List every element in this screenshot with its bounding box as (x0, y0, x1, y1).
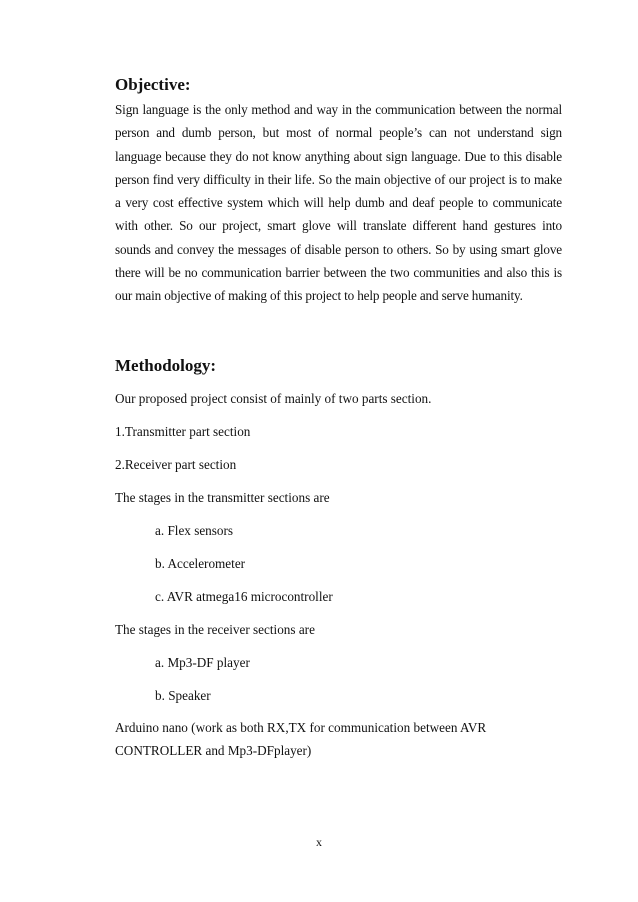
methodology-intro: Our proposed project consist of mainly of two parts section. (115, 390, 432, 406)
page-number: x (316, 835, 322, 849)
receiver-intro: The stages in the receiver sections are (115, 621, 315, 637)
objective-heading: Objective: (115, 75, 191, 94)
page-content (115, 74, 562, 762)
methodology-heading: Methodology: (115, 355, 217, 375)
receiver-stage-item: b. Speaker (155, 687, 211, 703)
transmitter-stage-item: a. Flex sensors (155, 522, 234, 538)
receiver-stage-item: a. Mp3-DF player (155, 654, 250, 670)
transmitter-intro: The stages in the transmitter sections are (115, 489, 330, 505)
transmitter-stage-item: b. Accelerometer (155, 555, 246, 571)
objective-section (115, 74, 562, 308)
objective-paragraph: Sign language is the only method and way in the communication between the normal person and dumb person, but most of normal people’s can not understand sign language because they do not know anything about sign language. Due to this disable person find very difficulty in their life. So the main objective of our project is to make a very cost effective system which will help dumb and deaf people to communicate with other. So our project, smart glove will translate different hand gestures into sounds and convey the messages of disable person to others. So by using smart glove there will be no communication barrier between the two communities and also this is our main objective of making of this project to help people and serve humanity. (115, 102, 562, 304)
arduino-note: Arduino nano (work as both RX,TX for communication between AVR CONTROLLER and Mp3-DFplayer) (115, 719, 487, 758)
transmitter-stage-item: c. AVR atmega16 microcontroller (155, 588, 333, 604)
part-item: 1.Transmitter part section (115, 423, 251, 439)
part-item: 2.Receiver part section (115, 456, 237, 472)
methodology-section (115, 355, 562, 763)
